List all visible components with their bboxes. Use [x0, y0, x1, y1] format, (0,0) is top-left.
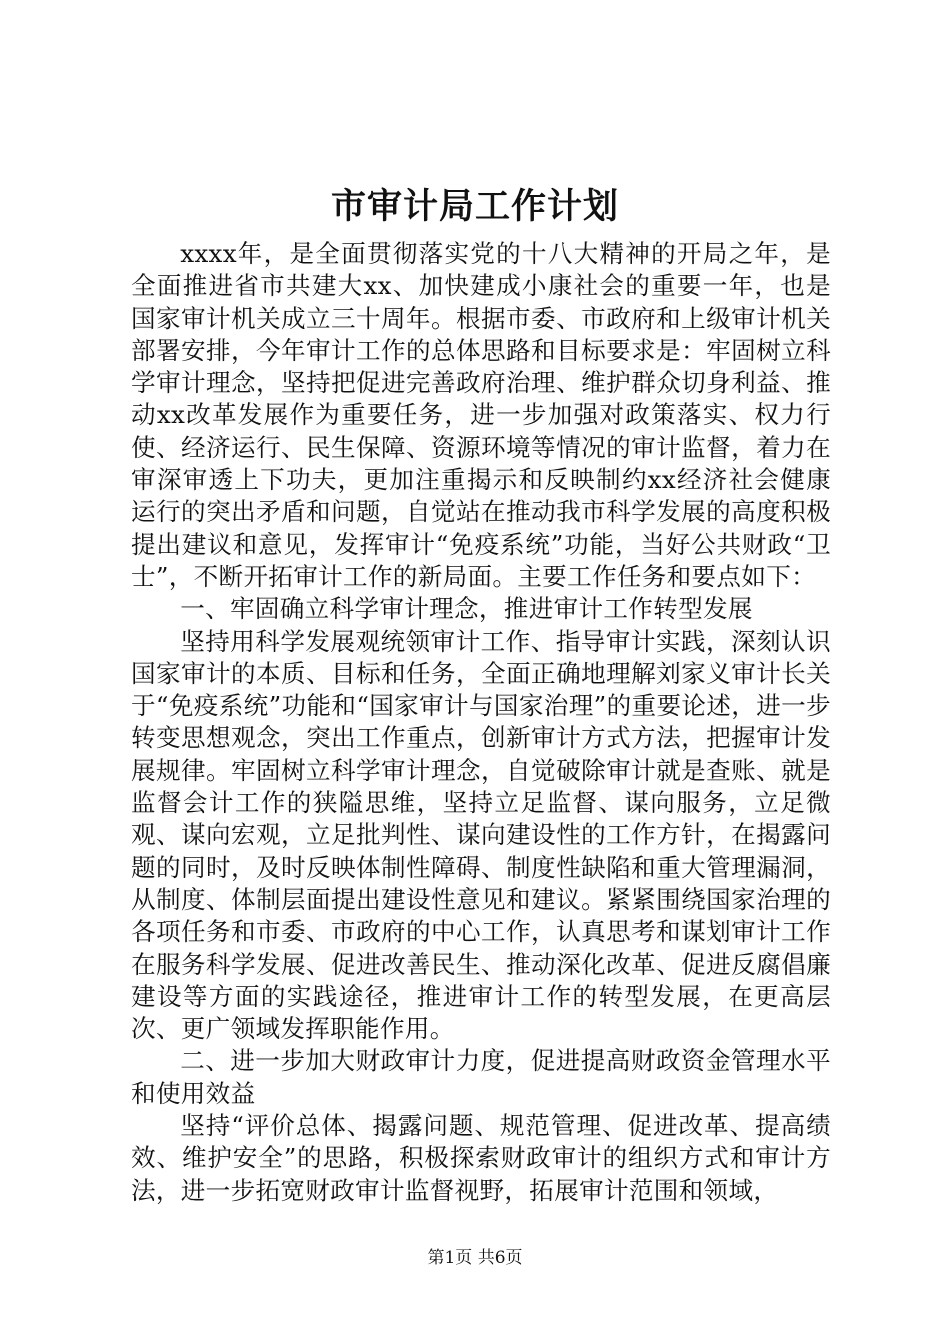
- document-title: 市审计局工作计划: [330, 186, 619, 227]
- document-body: [131, 238, 831, 1207]
- section-heading-1: 一、牢固确立科学审计理念，推进审计工作转型发展: [180, 594, 753, 624]
- section-heading-2: 二、进一步加大财政审计力度，促进提高财政资金管理水平和使用效益: [131, 1046, 831, 1108]
- paragraph-section-2: 坚持“评价总体、揭露问题、规范管理、促进改革、提高绩效、维护安全”的思路，积极探索财政审计的组织方式和审计方法，进一步拓宽财政审计监督视野，拓展审计范围和领域，: [131, 1111, 831, 1205]
- paragraph-section-1: 坚持用科学发展观统领审计工作、指导审计实践，深刻认识国家审计的本质、目标和任务，全面正确地理解刘家义审计长关于“免疫系统”功能和“国家审计与国家治理”的重要论述，进一步转变思想观念，突出工作重点，创新审计方式方法，把握审计发展规律。牢固树立科学审计理念，自觉破除审计就是查账、就是监督会计工作的狭隘思维，坚持立足监督、谋向服务，立足微观、谋向宏观，立足批判性、谋向建设性的工作方针，在揭露问题的同时，及时反映体制性障碍、制度性缺陷和重大管理漏洞，从制度、体制层面提出建设性意见和建议。紧紧围绕国家治理的各项任务和市委、市政府的中心工作，认真思考和谋划审计工作在服务科学发展、促进改善民生、推动深化改革、促进反腐倡廉建设等方面的实践途径，推进审计工作的转型发展，在更高层次、更广领域发挥职能作用。: [131, 626, 831, 1044]
- paragraph-intro: xxxx年，是全面贯彻落实党的十八大精神的开局之年，是全面推进省市共建大xx、加快建成小康社会的重要一年，也是国家审计机关成立三十周年。根据市委、市政府和上级审计机关部署安排，今年审计工作的总体思路和目标要求是：牢固树立科学审计理念，坚持把促进完善政府治理、维护群众切身利益、推动xx改革发展作为重要任务，进一步加强对政策落实、权力行使、经济运行、民生保障、资源环境等情况的审计监督，着力在审深审透上下功夫，更加注重揭示和反映制约xx经济社会健康运行的突出矛盾和问题，自觉站在推动我市科学发展的高度积极提出建议和意见，发挥审计“免疫系统”功能，当好公共财政“卫士”，不断开拓审计工作的新局面。主要工作任务和要点如下：: [131, 239, 831, 591]
- page-footer: 第1页 共6页: [427, 1248, 523, 1268]
